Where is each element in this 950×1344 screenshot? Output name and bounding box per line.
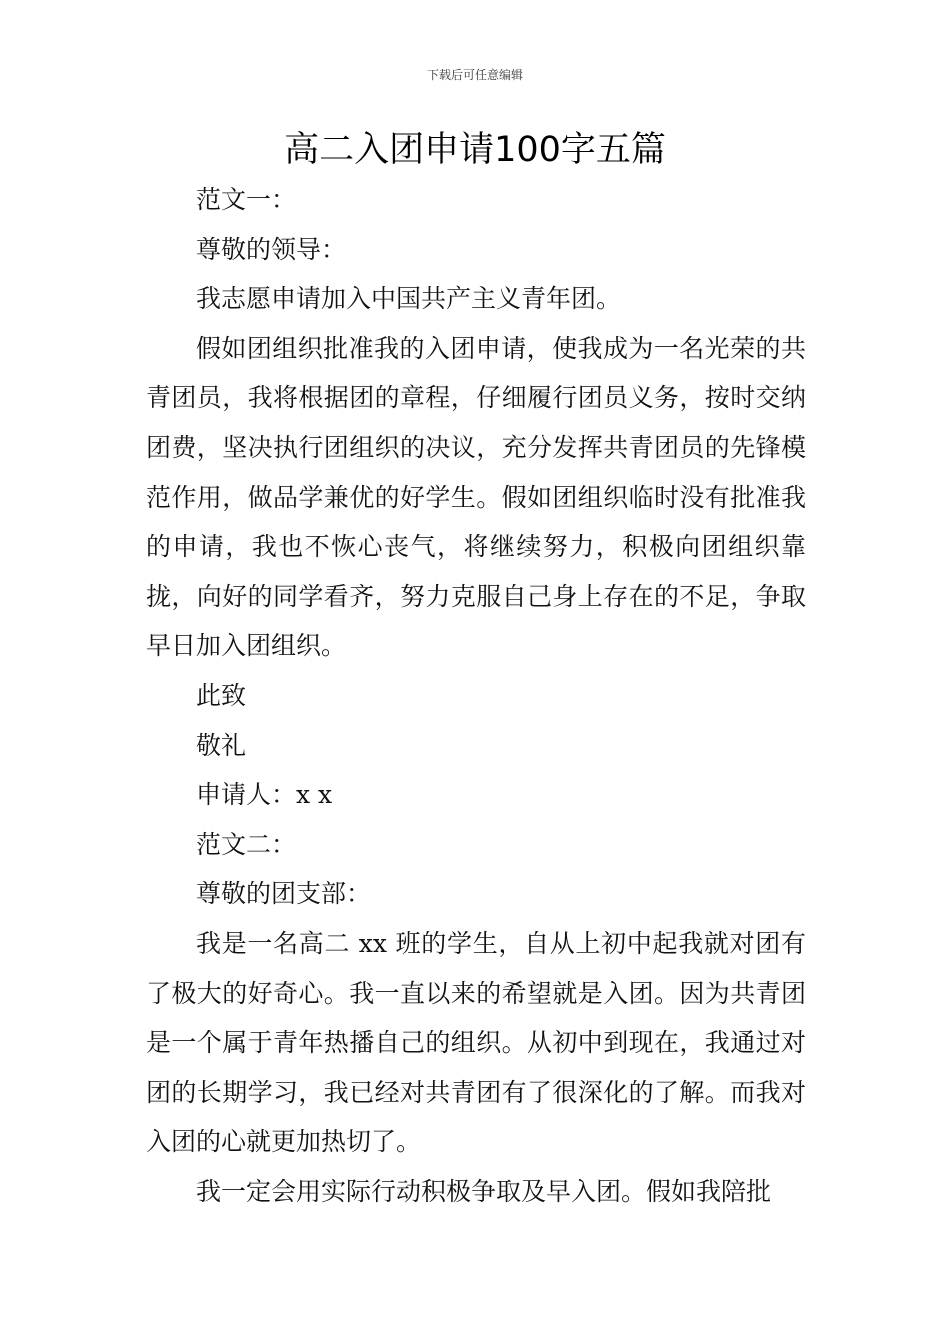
paragraph-signature: 申请人：x x (196, 780, 333, 810)
paragraph: 我是一名高二 xx 班的学生，自从上初中起我就对团有了极大的好奇心。我一直以来的希望就是入团。因为共青团是一个属于青年热播自己的组织。从初中到现在，我通过对团的长期学习，我已经对共青团有了很深化的了解。而我对入团的心就更加热切了。 (146, 928, 806, 1157)
paragraph-closing: 此致 (196, 680, 247, 710)
paragraph-heading-sample-1: 范文一： (196, 185, 297, 214)
paragraph-salutation: 尊敬的领导： (196, 234, 347, 264)
document-body (146, 175, 806, 1216)
header-note: 下载后可任意编辑 (426, 68, 523, 82)
paragraph: 假如团组织批准我的入团申请，使我成为一名光荣的共青团员，我将根据团的章程，仔细履行团员义务，按时交纳团费，坚决执行团组织的决议，充分发挥共青团员的先锋模范作用，做品学兼优的好学生。假如团组织临时没有批准我的申请，我也不恢心丧气，将继续努力，积极向团组织靠拢，向好的同学看齐，努力克服自己身上存在的不足，争取早日加入团组织。 (146, 333, 806, 661)
document-title: 高二入团申请100字五篇 (284, 130, 666, 170)
paragraph-closing: 敬礼 (196, 730, 247, 760)
paragraph: 我志愿申请加入中国共产主义青年团。 (196, 284, 622, 314)
paragraph: 我一定会用实际行动积极争取及早入团。假如我陪批 (196, 1176, 772, 1206)
paragraph-salutation: 尊敬的团支部： (196, 879, 372, 909)
paragraph-heading-sample-2: 范文二： (196, 829, 297, 859)
